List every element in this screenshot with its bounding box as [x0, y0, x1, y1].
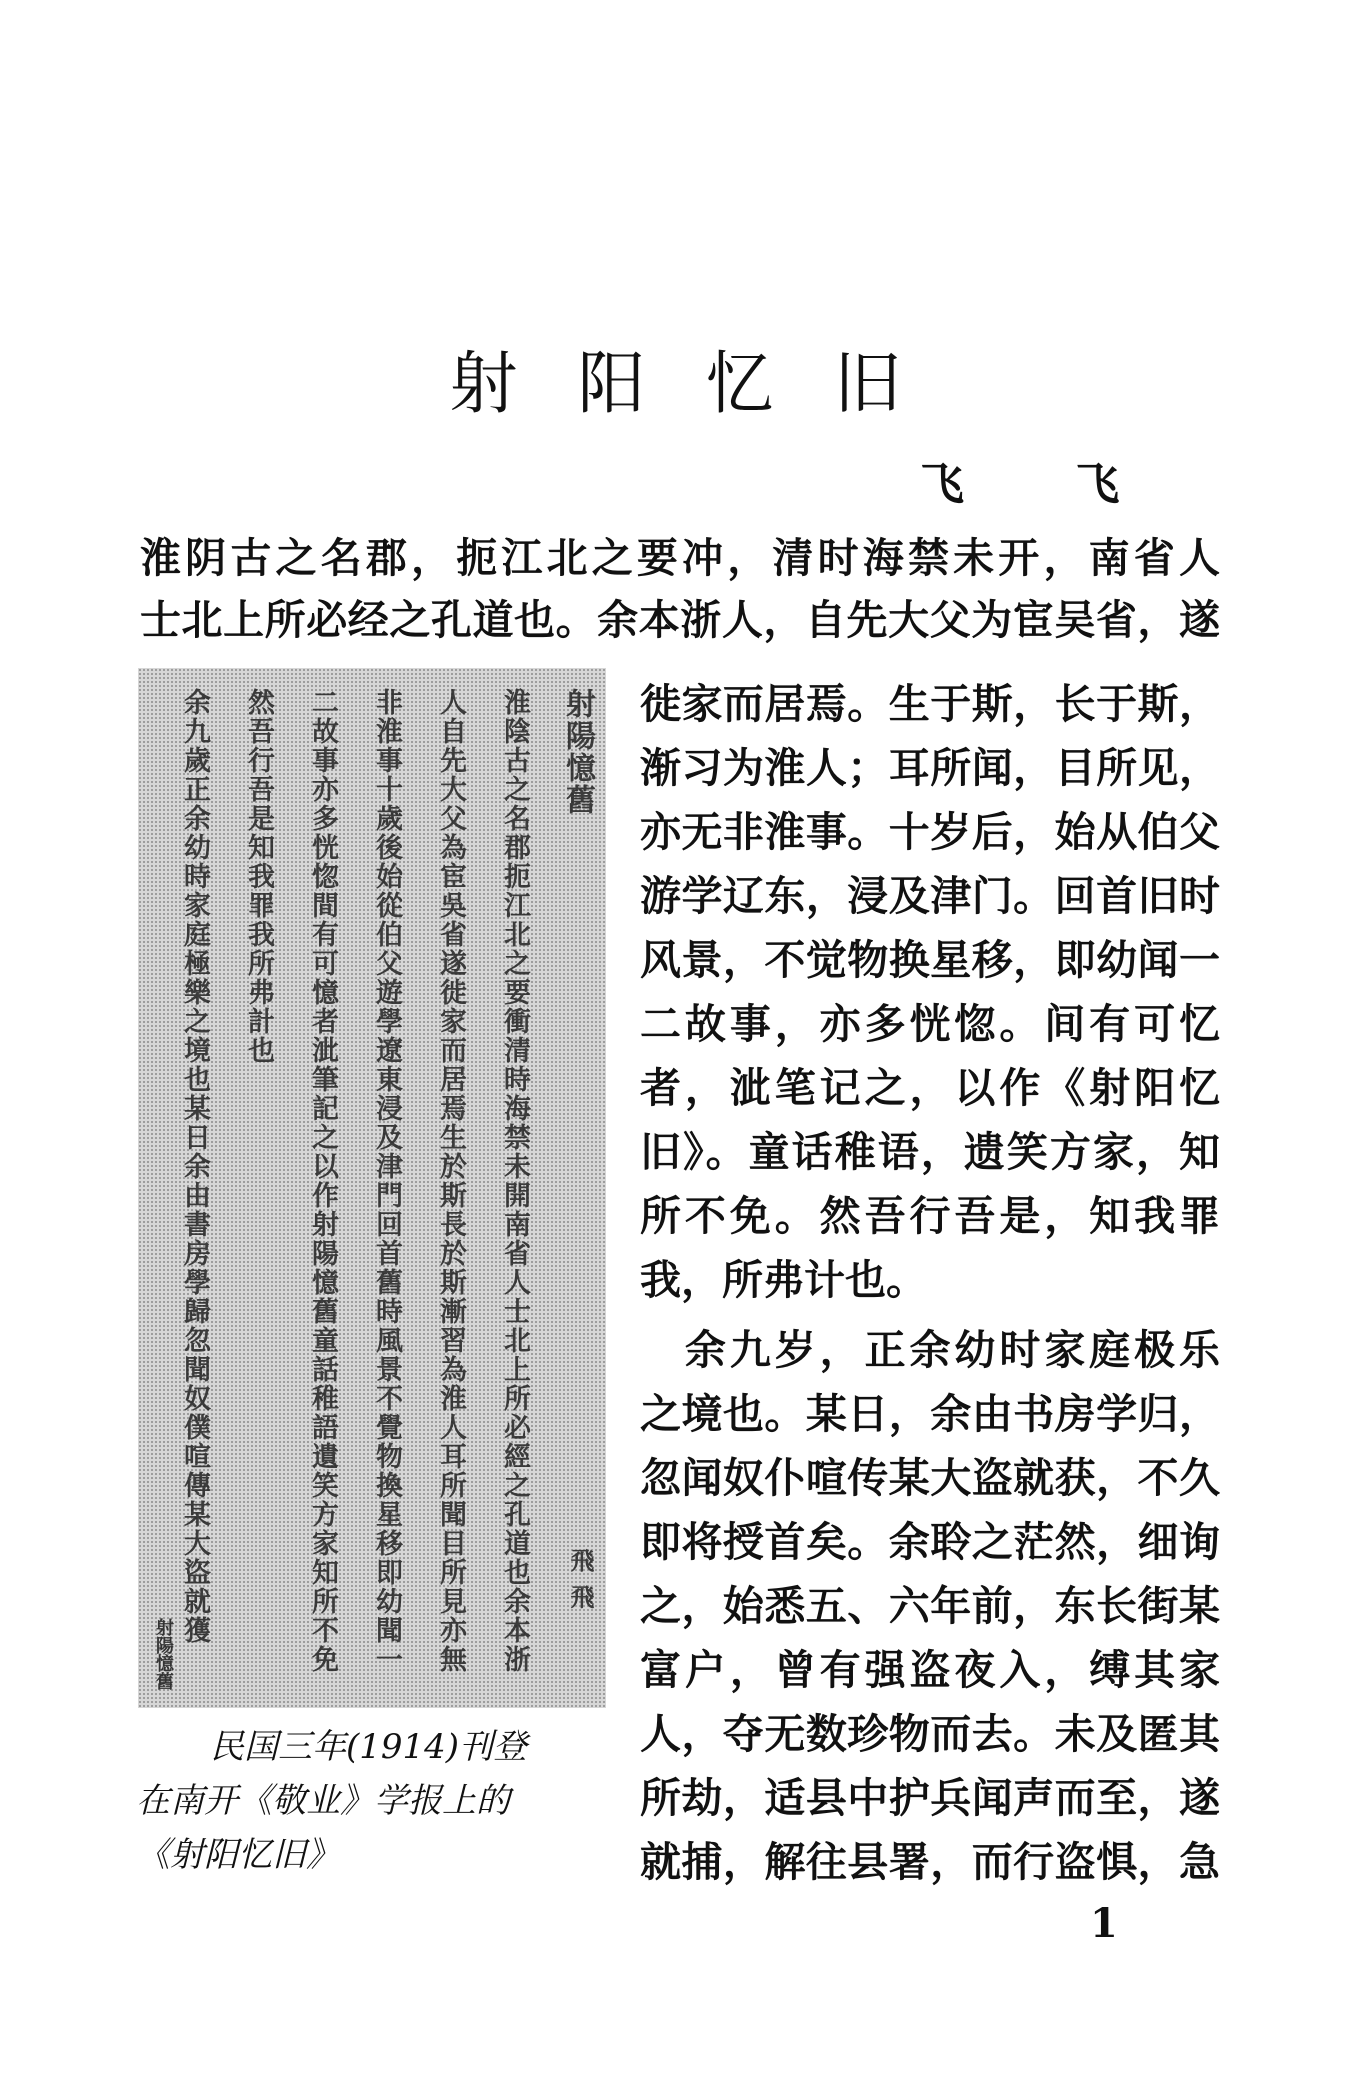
- body-line: 人，夺无数珍物而去。未及匿其: [640, 1710, 1220, 1758]
- body-line: 富户，曾有强盗夜入，缚其家: [640, 1646, 1220, 1694]
- body-line: 风景，不觉物换星移，即幼闻一: [640, 936, 1220, 984]
- body-line: 二故事，亦多恍惚。间有可忆: [640, 1000, 1220, 1048]
- figure-text-column: 然吾行吾是知我罪我所弗計也: [243, 688, 274, 1065]
- figure-heading: 射陽憶舊: [560, 688, 595, 816]
- body-line: 之，始悉五、六年前，东长街某: [640, 1582, 1220, 1630]
- body-line: 士北上所必经之孔道也。余本浙人，自先大父为宦吴省，遂: [140, 596, 1220, 644]
- body-line: 徙家而居焉。生于斯，长于斯，: [640, 680, 1220, 728]
- author-byline: 飞 飞: [920, 459, 1168, 510]
- body-line: 即将授首矣。余聆之茫然，细询: [640, 1518, 1220, 1566]
- figure-text-column: 非淮事十歲後始從伯父遊學遼東浸及津門回首舊時風景不覺物換星移即幼聞一: [371, 688, 402, 1674]
- body-line: 就捕，解往县署，而行盗惧，急: [640, 1838, 1220, 1886]
- body-line: 之境也。某日，余由书房学归，: [640, 1390, 1220, 1438]
- body-line: 渐习为淮人；耳所闻，目所见，: [640, 744, 1220, 792]
- figure-footer: 射陽憶舊: [153, 1618, 174, 1690]
- body-line: 我，所弗计也。: [640, 1256, 927, 1304]
- article-title: 射阳忆旧: [449, 345, 962, 424]
- body-line: 淮阴古之名郡，扼江北之要冲，清时海禁未开，南省人: [140, 534, 1220, 582]
- body-line: 所不免。然吾行吾是，知我罪: [640, 1192, 1220, 1240]
- figure-text-column: 淮陰古之名郡扼江北之要衝清時海禁未開南省人士北上所必經之孔道也余本浙: [499, 688, 530, 1674]
- figure-text-column: 二故事亦多恍惚間有可憶者泚筆記之以作射陽憶舊童話稚語遺笑方家知所不免: [307, 688, 338, 1674]
- page-number: 1: [1090, 1900, 1118, 1947]
- body-line: 亦无非淮事。十岁后，始从伯父: [640, 808, 1220, 856]
- scanned-newspaper-clipping: [138, 668, 606, 1708]
- figure-caption-line: 民国三年(1914)刊登: [210, 1727, 528, 1767]
- body-line: 所劫，适县中护兵闻声而至，遂: [640, 1774, 1220, 1822]
- body-line: 忽闻奴仆喧传某大盗就获，不久: [640, 1454, 1220, 1502]
- body-line: 者，泚笔记之，以作《射阳忆: [640, 1064, 1220, 1112]
- body-line: 旧》。童话稚语，遗笑方家，知: [640, 1128, 1220, 1176]
- body-line: 余九岁，正余幼时家庭极乐: [640, 1326, 1220, 1374]
- figure-author: 飛 飛: [566, 1548, 595, 1611]
- body-line: 游学辽东，浸及津门。回首旧时: [640, 872, 1220, 920]
- figure-caption-line: 《射阳忆旧》: [136, 1835, 340, 1875]
- figure-caption-line: 在南开《敬业》学报上的: [136, 1781, 510, 1821]
- figure-text-column: 余九歲正余幼時家庭極樂之境也某日余由書房學歸忽聞奴僕喧傳某大盜就獲: [179, 688, 210, 1645]
- figure-text-column: 人自先大父為宦吳省遂徙家而居焉生於斯長於斯漸習為淮人耳所聞目所見亦無: [435, 688, 466, 1674]
